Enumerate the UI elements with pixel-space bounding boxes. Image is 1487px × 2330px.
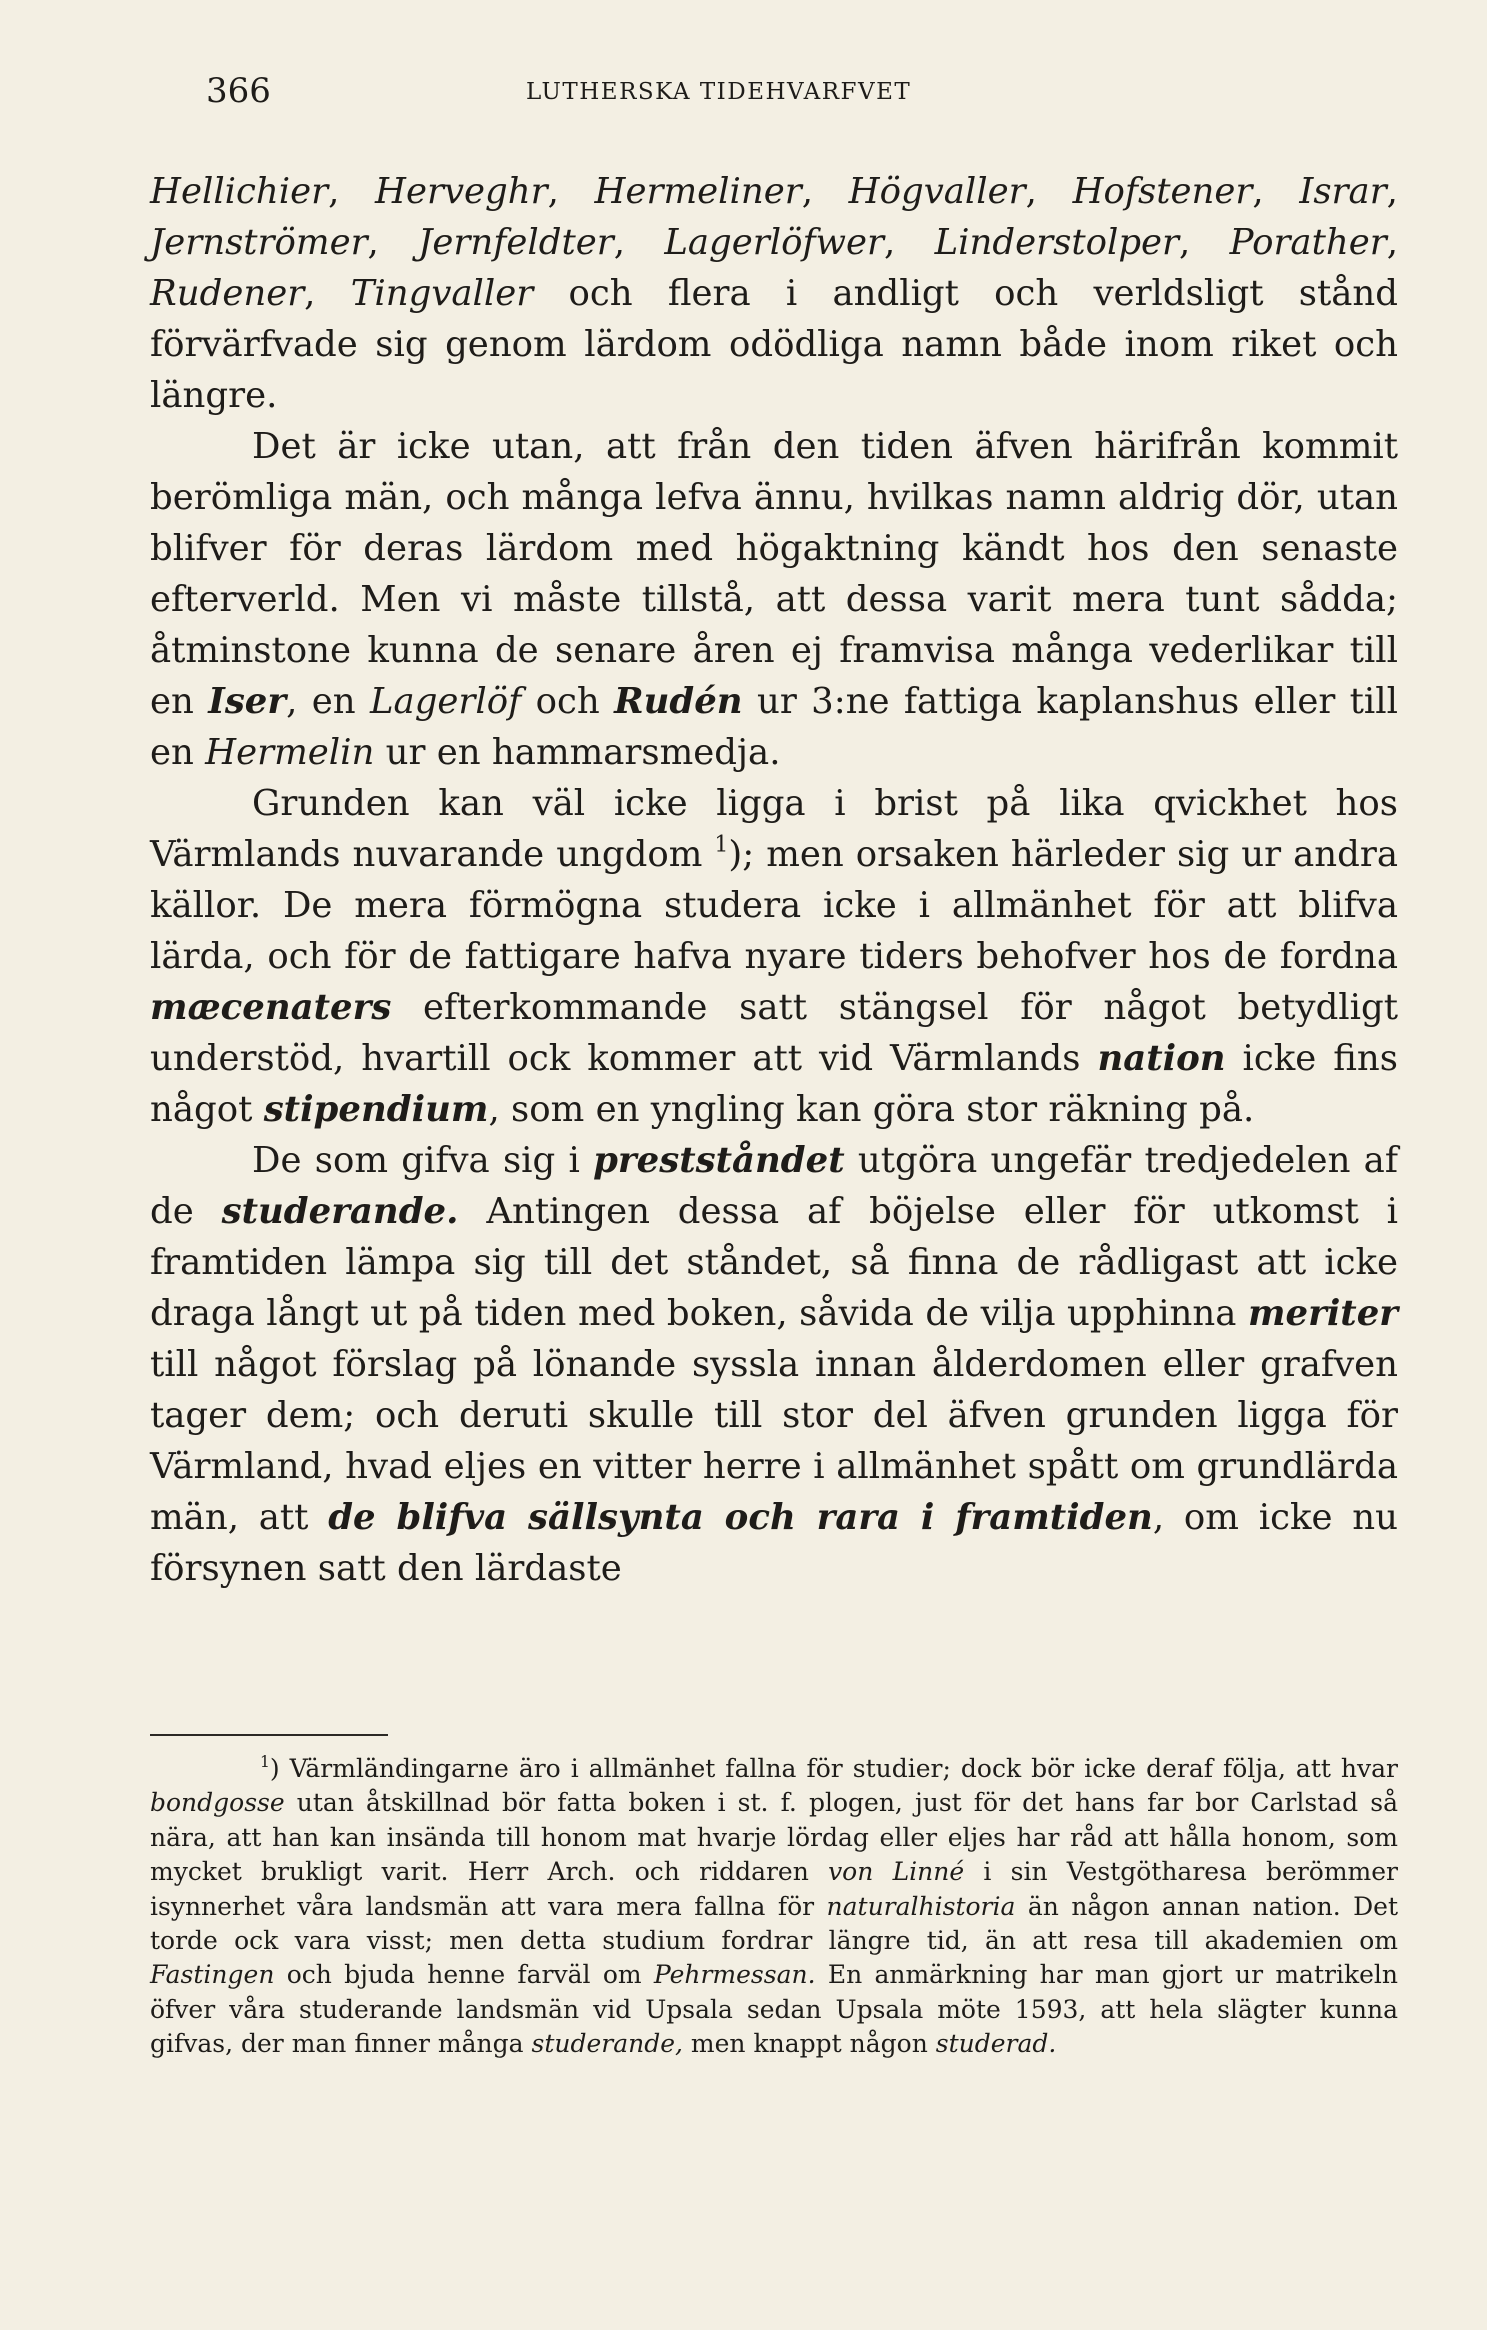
italic-name: Lagerlöfwer (664, 222, 884, 263)
footnote-divider (150, 1734, 388, 1736)
italic-name-hermelin: Hermelin (205, 732, 375, 773)
italic-term-preststandet: prestståndet (593, 1140, 845, 1181)
footnote-marker: 1 (260, 1752, 270, 1771)
italic-name: Tingvaller (350, 273, 534, 314)
footnote-italic: von Linné (828, 1857, 965, 1887)
italic-name: Linderstolper (934, 222, 1180, 263)
page-header (206, 68, 1406, 114)
italic-term-stipendium: stipendium (263, 1089, 489, 1130)
italic-name: Israr (1299, 171, 1387, 212)
italic-name: Porather (1229, 222, 1387, 263)
italic-term-maecenaters: mæcenaters (150, 987, 392, 1028)
paragraph-3: Grunden kan väl icke ligga i brist på lika qvickhet hos Värmlands nuvarande ungdom $^1$); men orsaken härleder sig ur andra källor. De mera förmögna studera icke i allmänhet för att blifva lärda, och för de fattigare hafva nyare tiders behofver hos de fordna mæcenaters efterkommande satt stängsel för något betydligt understöd, hvartill ock kommer att vid Värmlands nation icke fins något stipendium, som en yngling kan göra stor räkning på. (150, 783, 1398, 1130)
italic-name: Jernströmer (150, 222, 368, 263)
footnote-reference: 1 (714, 832, 729, 858)
footnote-italic: bondgosse (150, 1788, 285, 1818)
italic-quote: de blifva sällsynta och rara i framtiden (328, 1497, 1153, 1538)
footnote-italic: studerad. (935, 2029, 1057, 2059)
paragraph-2: Det är icke utan, att från den tiden äfven härifrån kommit berömliga män, och många lefva ännu, hvilkas namn aldrig dör, utan blifver för deras lärdom med högaktning kändt hos den senaste efterverld. Men vi måste tillstå, att dessa varit mera tunt sådda; åtminstone kunna de senare åren ej framvisa många vederlikar till en Iser, en Lagerlöf och Rudén ur 3:ne fattiga kaplanshus eller till en Hermelin ur en hammarsmedja. (150, 426, 1398, 773)
italic-term-studerande: studerande. (221, 1191, 459, 1232)
paragraph-1: Hellichier, Herveghr, Hermeliner, Högvaller, Hofstener, Israr, Jernströmer, Jernfeldter, Lagerlöfwer, Linderstolper, Porather, Rudener, Tingvaller och flera i andligt och verldsligt stånd förvärfvade sig genom lärdom odödliga namn både inom riket och längre. (150, 171, 1399, 416)
italic-name: Hellichier (150, 171, 329, 212)
paragraph-1-text: och flera i andligt och verldsligt stånd förvärfvade sig genom lärdom odödliga namn både inom riket och längre. (150, 273, 1398, 416)
footnote: $^1$) Värmländingarne äro i allmänhet fallna för studier; dock bör icke deraf följa, att hvar bondgosse utan åtskillnad bör fatta boken i st. f. plogen, just för det hans far bor Carlstad så nära, att han kan insända till honom mat hvarje lördag eller eljes har råd att hålla honom, som mycket brukligt varit. Herr Arch. och riddaren von Linné i sin Vestgötharesa berömmer isynnerhet våra landsmän att vara mera fallna för naturalhistoria än någon annan nation. Det torde ock vara visst; men detta studium fordrar längre tid, än att resa till akademien om Fastingen och bjuda henne farväl om Pehrmessan. En anmärkning har man gjort ur matrikeln öfver våra studerande landsmän vid Upsala sedan Upsala möte 1593, att hela slägter kunna gifvas, der man finner många studerande, men knappt någon studerad. (150, 1752, 1398, 2059)
italic-term-nation: nation (1097, 1038, 1226, 1079)
footnote-italic: Fastingen (150, 1960, 275, 1990)
page-number: 366 (206, 71, 271, 111)
footnote-italic: Pehrmessan. (653, 1960, 816, 1990)
italic-name-iser: Iser (208, 681, 287, 722)
italic-name: Hofstener (1072, 171, 1253, 212)
italic-name-lagerlof: Lagerlöf (369, 681, 522, 722)
paragraph-4: De som gifva sig i prestståndet utgöra ungefär tredjedelen af de studerande. Antingen dessa af böjelse eller för utkomst i framtiden lämpa sig till det ståndet, så finna de rådligast att icke draga långt ut på tiden med boken, såvida de vilja upphinna meriter till något förslag på lönande syssla innan ålderdomen eller grafven tager dem; och deruti skulle till stor del äfven grunden ligga för Värmland, hvad eljes en vitter herre i allmänhet spått om grundlärda män, att de blifva sällsynta och rara i framtiden, om icke nu försynen satt den lärdaste (150, 1140, 1399, 1589)
italic-name: Herveghr (375, 171, 548, 212)
footnote-italic: studerande, (531, 2029, 683, 2059)
italic-name: Rudener (150, 273, 305, 314)
footnote-italic: naturalhistoria (826, 1891, 1016, 1921)
italic-name: Hermeliner (594, 171, 802, 212)
italic-name: Jernfeldter (418, 222, 614, 263)
italic-term-meriter: meriter (1247, 1293, 1398, 1334)
italic-name-ruden: Rudén (614, 681, 743, 722)
italic-name: Högvaller (848, 171, 1026, 212)
running-title: LUTHERSKA TIDEHVARFVET (526, 79, 912, 105)
body-text (150, 166, 1398, 1594)
